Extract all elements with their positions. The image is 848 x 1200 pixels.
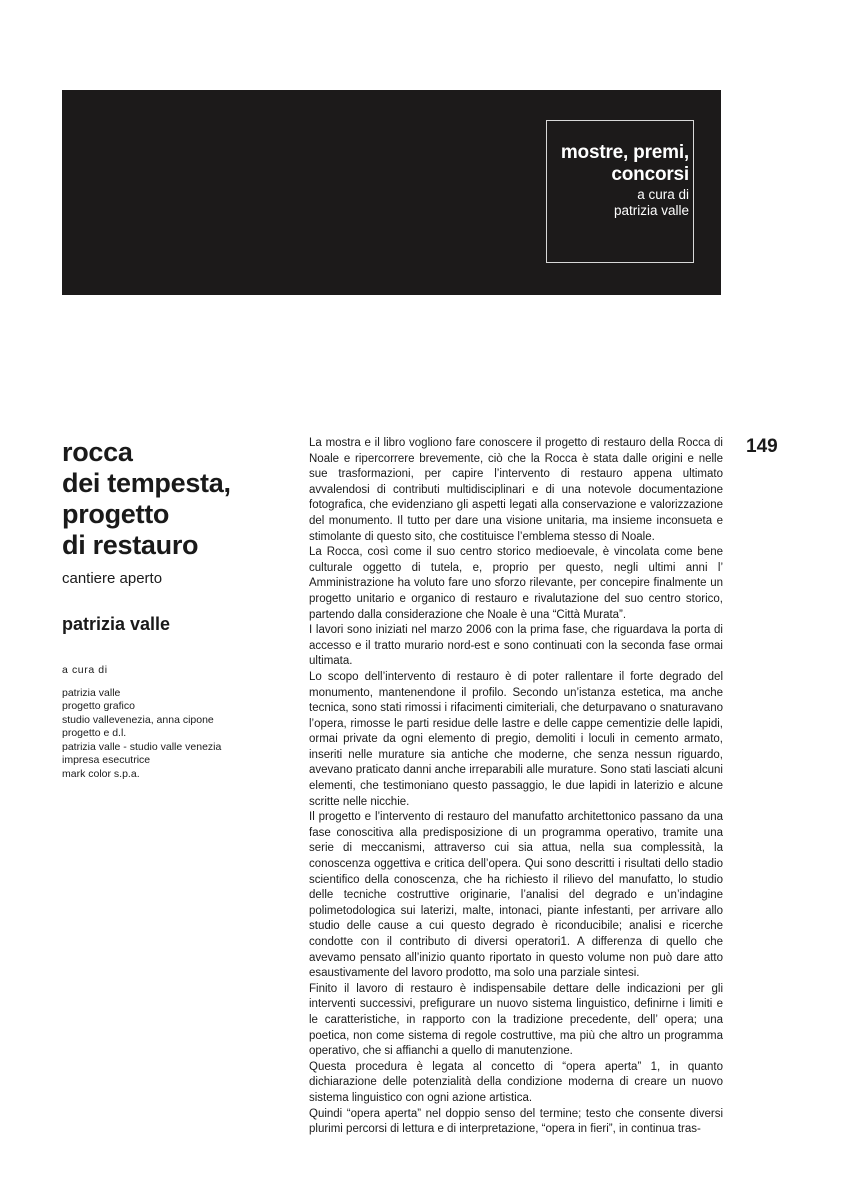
article-title-line: di restauro	[62, 530, 199, 560]
article-title-line: progetto	[62, 499, 170, 529]
credits-line: patrizia valle	[62, 686, 121, 699]
credits-heading: a cura di	[62, 664, 108, 676]
body-paragraph: Finito il lavoro di restauro è indispensabile dettare delle indicazioni per gli interventi successivi, prefigurare un nuovo sistema linguistico, definirne i limiti e le caratteristiche, in rapporto con la tradizione precedente, dell’ opera; una poetica, non come sistema di regole costruttive, ma più che altro un programma operativo, che si affianchi a quello di manutenzione.	[309, 982, 723, 1058]
section-title-line: concorsi	[611, 164, 689, 185]
credits-block	[62, 664, 287, 781]
body-paragraph: I lavori sono iniziati nel marzo 2006 con la prima fase, che riguardava la porta di accesso e il tratto murario nord-est e sono continuati con la seconda fase ormai ultimata.	[309, 624, 723, 668]
section-label-box	[546, 120, 694, 263]
page-number: 149	[746, 436, 778, 457]
body-paragraph: Quindi “opera aperta” nel doppio senso del termine; testo che consente diversi plurimi percorsi di lettura e di interpretazione, “opera in fieri”, in continua tras-	[309, 1107, 723, 1136]
body-paragraph: La mostra e il libro vogliono fare conoscere il progetto di restauro della Rocca di Noale e ripercorrere brevemente, ciò che la Rocca è stata dalle origini e nelle sue trasformazioni, per capire l’intervento di restauro appena ultimato avvalendosi di contributi multidisciplinari e di una notevole documentazione fotografica, che evidenziano gli aspetti legati alla conservazione e valorizzazione del monumento. Il tutto per dare una visione unitaria, ma insieme inconsueta e stimolante di questo sito, che costituisce l’emblema stesso di Noale.	[309, 437, 723, 543]
credits-line: progetto grafico	[62, 700, 135, 712]
body-paragraph: Il progetto e l’intervento di restauro del manufatto architettonico passano da una fase conoscitiva alla predisposizione di un programma operativo, tramite una serie di meccanismi, attraverso cui sia attua, nella sua complessità, la conoscenza oggettiva e critica dell’opera. Qui sono descritti i risultati dello stadio scientifico della conoscenza, che ha richiesto il rilievo del manufatto, lo studio delle tecniche costruttive originarie, l’analisi del degrado e un’indagine polimetodologica sui laterizi, malte, intonaci, piante infestanti, per arrivare allo studio delle cause a cui questo degrado è riconducibile; analisi e ricerche condotte con il contributo di diversi operatori1. A differenza di quello che avevamo pensato all’inizio quanto riportato in questo volume non può dare atto esaustivamente del lavoro prodotto, ma solo una parziale sintesi.	[309, 811, 723, 980]
article-author: patrizia valle	[62, 614, 171, 634]
article-body	[309, 436, 723, 1138]
article-title	[62, 437, 292, 561]
credits-line: patrizia valle - studio valle venezia	[62, 740, 222, 753]
body-paragraph: La Rocca, così come il suo centro storico medioevale, è vincolata come bene culturale oggetto di tutela, e, proprio per questo, negli ultimi anni l’ Amministrazione ha voluto fare uno sforzo rilevante, per concepire finalmente un progetto unitario e organico di restauro e rivalutazione del suo centro storico, partendo dalla considerazione che Noale è una “Città Murata”.	[309, 546, 723, 621]
credits-line: studio vallevenezia, anna cipone	[62, 713, 214, 726]
credits-line: progetto e d.l.	[62, 727, 127, 739]
credits-line: mark color s.p.a.	[62, 767, 140, 780]
section-subtitle	[529, 187, 689, 219]
body-paragraph: Questa procedura è legata al concetto di “opera aperta” 1, in quanto dichiarazione delle potenzialità della condizione moderna di creare un nuovo sistema linguistico con ogni azione artistica.	[309, 1060, 723, 1104]
section-subtitle-line: patrizia valle	[613, 203, 689, 218]
section-title-line: mostre, premi,	[560, 142, 689, 163]
article-title-line: dei tempesta,	[62, 468, 231, 498]
article-subtitle: cantiere aperto	[62, 570, 163, 587]
article-title-line: rocca	[62, 437, 133, 467]
body-paragraph: Lo scopo dell’intervento di restauro è di poter rallentare il forte degrado del monumento, mantenendone il profilo. Secondo un’istanza estetica, ma anche tecnica, sono stati rimossi i rifacimenti cimiteriali, che deturpavano o snaturavano l’opera, rimosse le parti residue delle lastre e delle cappe cementizie delle lapidi, ormai private da ogni elemento di pregio, demoliti i loculi in cemento armato, inseriti nelle murature sia antiche che moderne, che senza nessun riguardo, avevano praticato danni anche irreparabili alle murature. Sono stati lasciati alcuni elementi, che testimoniano questo passaggio, le due lapidi in laterizio e alcune scritte nelle nicchie.	[309, 670, 723, 808]
credits-line: impresa esecutrice	[62, 754, 151, 766]
section-title	[529, 142, 689, 186]
section-subtitle-line: a cura di	[637, 187, 689, 202]
